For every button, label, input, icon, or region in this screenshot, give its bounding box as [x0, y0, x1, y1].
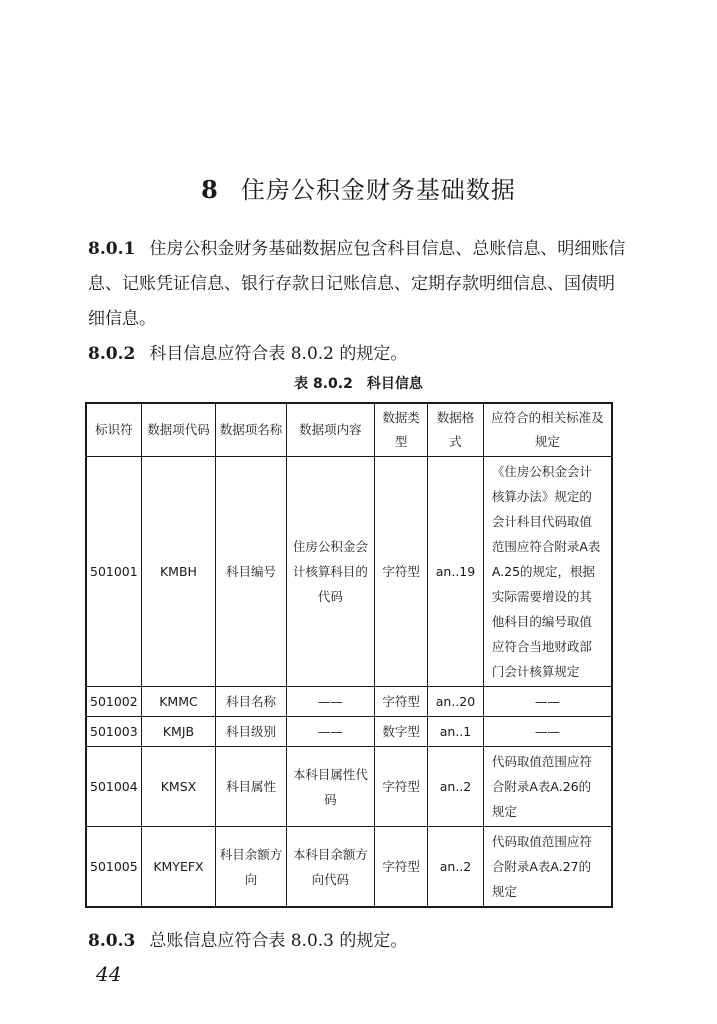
table-cell: 科目属性: [216, 747, 287, 827]
table-cell: KMJB: [141, 717, 216, 747]
table-cell: 字符型: [375, 687, 428, 717]
table-row: [86, 457, 612, 687]
header-cell: 数据格式: [428, 403, 484, 457]
header-cell: 数据项代码: [141, 403, 216, 457]
table-row: [86, 827, 612, 908]
table-cell: an..2: [428, 747, 484, 827]
table-caption: [0, 373, 717, 393]
header-cell: 应符合的相关标准及规定: [483, 403, 612, 457]
paragraph-8-0-1: [88, 232, 628, 337]
table-cell: 501005: [86, 827, 141, 908]
paragraph-8-0-2: [88, 337, 628, 372]
table-cell: KMMC: [141, 687, 216, 717]
table-caption-title: 科目信息: [366, 376, 423, 392]
table-cell: 501004: [86, 747, 141, 827]
table-cell: 科目级别: [216, 717, 287, 747]
table-cell: ——: [286, 687, 374, 717]
table-cell: 数字型: [375, 717, 428, 747]
table-cell: 代码取值范围应符合附录A表A.27的规定: [483, 827, 612, 908]
table-cell: 代码取值范围应符合附录A表A.26的规定: [483, 747, 612, 827]
table-cell: 科目编号: [216, 457, 287, 687]
clause-number: 8.0.1: [88, 239, 136, 259]
table-cell: 本科目余额方向代码: [286, 827, 374, 908]
table-cell: 501002: [86, 687, 141, 717]
paragraph-8-0-3: [88, 924, 628, 959]
chapter-number: 8: [201, 175, 219, 204]
table-cell: 《住房公积金会计核算办法》规定的会计科目代码取值范围应符合附录A表A.25的规定，根据实际需要增设的其他科目的编号取值应符合当地财政部门会计核算规定: [483, 457, 612, 687]
header-cell: 数据类型: [375, 403, 428, 457]
clause-number: 8.0.3: [88, 931, 136, 951]
table-cell: 字符型: [375, 457, 428, 687]
table-cell: KMYEFX: [141, 827, 216, 908]
table-cell: an..19: [428, 457, 484, 687]
table-cell: ——: [483, 717, 612, 747]
table-caption-number: 表 8.0.2: [294, 376, 353, 392]
table-cell: an..1: [428, 717, 484, 747]
table-cell: an..2: [428, 827, 484, 908]
table-cell: 科目名称: [216, 687, 287, 717]
table-cell: 科目余额方向: [216, 827, 287, 908]
page-number: 44: [96, 962, 122, 986]
header-cell: 数据项内容: [286, 403, 374, 457]
table-cell: ——: [483, 687, 612, 717]
header-cell: 标识符: [86, 403, 141, 457]
table-cell: 字符型: [375, 747, 428, 827]
header-cell: 数据项名称: [216, 403, 287, 457]
table-row: [86, 687, 612, 717]
table-cell: ——: [286, 717, 374, 747]
table-cell: 本科目属性代码: [286, 747, 374, 827]
paragraph-text: 科目信息应符合表 8.0.2 的规定。: [149, 344, 408, 364]
chapter-title: [0, 170, 717, 205]
chapter-title-text: 住房公积金财务基础数据: [240, 176, 516, 204]
table-cell: KMSX: [141, 747, 216, 827]
table-cell: 501001: [86, 457, 141, 687]
table-cell: 字符型: [375, 827, 428, 908]
clause-number: 8.0.2: [88, 344, 136, 364]
paragraph-text: 总账信息应符合表 8.0.3 的规定。: [149, 931, 408, 951]
table-row: [86, 717, 612, 747]
table-header-row: [86, 403, 612, 457]
subject-info-table: [85, 402, 613, 908]
paragraph-text: 住房公积金财务基础数据应包含科目信息、总账信息、明细账信息、记账凭证信息、银行存款日记账信息、定期存款明细信息、国债明细信息。: [88, 239, 626, 329]
table-cell: 501003: [86, 717, 141, 747]
table-row: [86, 747, 612, 827]
table-cell: KMBH: [141, 457, 216, 687]
table-cell: 住房公积金会计核算科目的代码: [286, 457, 374, 687]
table-cell: an..20: [428, 687, 484, 717]
